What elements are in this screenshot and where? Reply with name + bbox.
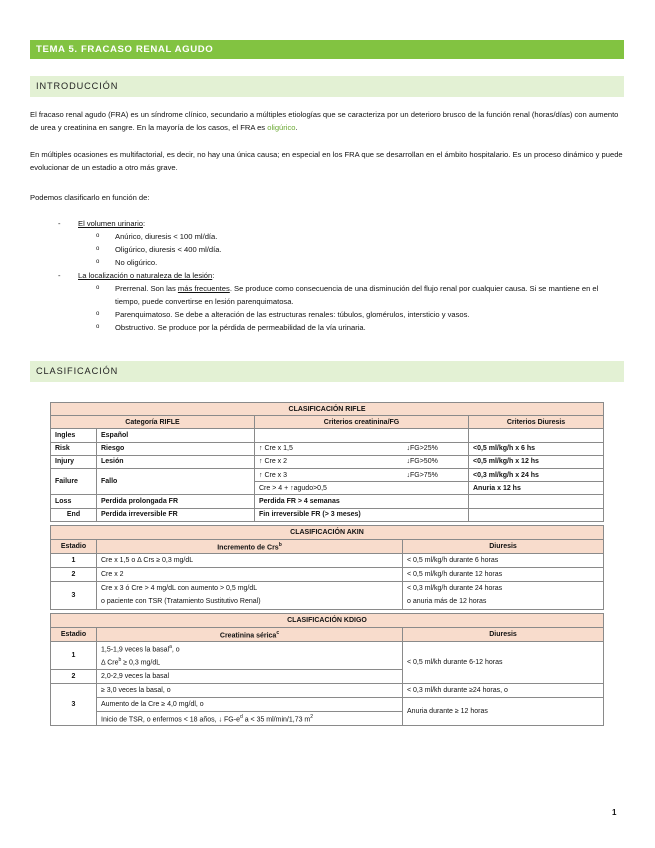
table-row: 1 1,5-1,9 veces la basal$^a$, o < 0,5 ml/kh durante 6-12 horas xyxy=(51,641,604,655)
section-heading-clasificacion: CLASIFICACIÓN xyxy=(30,361,624,382)
page-number: 1 xyxy=(612,808,617,817)
table-row: Inicio de TSR, o enfermos < 18 años, ↓ $FG-e^d$ a < 35 ml/min/1,73 $m^2$ xyxy=(51,711,604,725)
kdigo-header-creatinina: Creatinina sérica$^c$ xyxy=(97,627,403,641)
rifle-title: CLASIFICACIÓN RIFLE xyxy=(51,403,604,416)
rifle-header-creatinine: Criterios creatinina/FG xyxy=(255,416,469,429)
akin-header-diuresis: Diuresis xyxy=(403,539,604,553)
akin-header-estadio: Estadio xyxy=(51,539,97,553)
table-row: 2 Cre x 2 < 0,5 ml/kg/h durante 12 horas xyxy=(51,567,604,581)
list-item: - La localización o naturaleza de la lesión: xyxy=(58,271,215,280)
list-item: - El volumen urinario: xyxy=(58,219,146,228)
table-row: 2 2,0-2,9 veces la basal xyxy=(51,669,604,683)
classification-list xyxy=(30,217,624,334)
kdigo-title: CLASIFICACIÓN KDIGO xyxy=(51,613,604,627)
table-row: Failure Fallo ↑ Cre x 3 ↓FG>75% <0,3 ml/kg/h x 24 hs xyxy=(51,468,604,481)
list-item: o No oligúrico. xyxy=(96,258,158,267)
list-item: o Parenquimatoso. Se debe a alteración de las estructuras renales: túbulos, glomérulos, intersticio y vasos. xyxy=(96,310,470,319)
rifle-header-diuresis: Criterios Diuresis xyxy=(469,416,604,429)
table-row: 3 Cre x 3 ó Cre > 4 mg/dL con aumento > 0,5 mg/dL < 0,3 ml/kg/h durante 24 horas xyxy=(51,581,604,595)
rifle-header-ingles: Ingles xyxy=(51,429,97,442)
classification-tables xyxy=(50,402,603,726)
rifle-table xyxy=(50,402,604,522)
akin-table xyxy=(50,525,604,610)
rifle-header-category: Categoría RIFLE xyxy=(51,416,255,429)
table-row: 1 Cre x 1,5 o Δ Crs ≥ 0,3 mg/dL < 0,5 ml/kg/h durante 6 horas xyxy=(51,553,604,567)
list-item: o Prerrenal. Son las más frecuentes. Se produce como consecuencia de una disminución del flujo renal por cualquier causa. Si se mantiene en el tiempo, puede convertirse en lesión parenquimatosa. xyxy=(96,284,599,306)
section-heading-introduccion: INTRODUCCIÓN xyxy=(30,76,624,97)
intro-paragraph-1: El fracaso renal agudo (FRA) es un síndrome clínico, secundario a múltiples etiologías que se caracteriza por un deterioro brusco de la función renal (horas/días) con aumento de urea y creatinina en sangre. En la mayoría de los casos, el FRA es oligúrico. xyxy=(30,110,619,132)
kdigo-header-diuresis: Diuresis xyxy=(403,627,604,641)
intro-paragraph-3: Podemos clasificarlo en función de: xyxy=(30,193,150,202)
table-row: End Perdida irreversible FR Fin irreversible FR (> 3 meses) xyxy=(51,508,604,521)
list-item: o Obstructivo. Se produce por la pérdida de permeabilidad de la vía urinaria. xyxy=(96,323,366,332)
rifle-header-espanol: Español xyxy=(97,429,255,442)
intro-paragraph-2: En múltiples ocasiones es multifactorial, es decir, no hay una única causa; en especial en los FRA que se desarrollan en el ámbito hospitalario. Es un proceso dinámico y puede evolucionar de un estadio a otro más grave. xyxy=(30,150,623,172)
table-row: o paciente con TSR (Tratamiento Sustitutivo Renal) o anuria más de 12 horas xyxy=(51,595,604,609)
table-row: Risk Riesgo ↑ Cre x 1,5 ↓FG>25% <0,5 ml/kg/h x 6 hs xyxy=(51,442,604,455)
table-row: Δ Cre$^b$ ≥ 0,3 mg/dL xyxy=(51,655,604,669)
chapter-title: TEMA 5. FRACASO RENAL AGUDO xyxy=(30,40,624,59)
kdigo-header-estadio: Estadio xyxy=(51,627,97,641)
list-item: o Oligúrico, diuresis < 400 ml/día. xyxy=(96,245,222,254)
table-row: Loss Perdida prolongada FR Perdida FR > 4 semanas xyxy=(51,495,604,508)
list-item: o Anúrico, diuresis < 100 ml/día. xyxy=(96,232,218,241)
table-row: Aumento de la Cre ≥ 4,0 mg/dl, o Anuria durante ≥ 12 horas xyxy=(51,697,604,711)
akin-title: CLASIFICACIÓN AKIN xyxy=(51,525,604,539)
kdigo-table xyxy=(50,613,604,726)
akin-header-incremento: Incremento de Crs$^b$ xyxy=(97,539,403,553)
table-row: Cre > 4 + ↑agudo>0,5 Anuria x 12 hs xyxy=(51,482,604,495)
table-row: 3 ≥ 3,0 veces la basal, o < 0,3 ml/kh durante ≥24 horas, o xyxy=(51,683,604,697)
table-row: Injury Lesión ↑ Cre x 2 ↓FG>50% <0,5 ml/kg/h x 12 hs xyxy=(51,455,604,468)
